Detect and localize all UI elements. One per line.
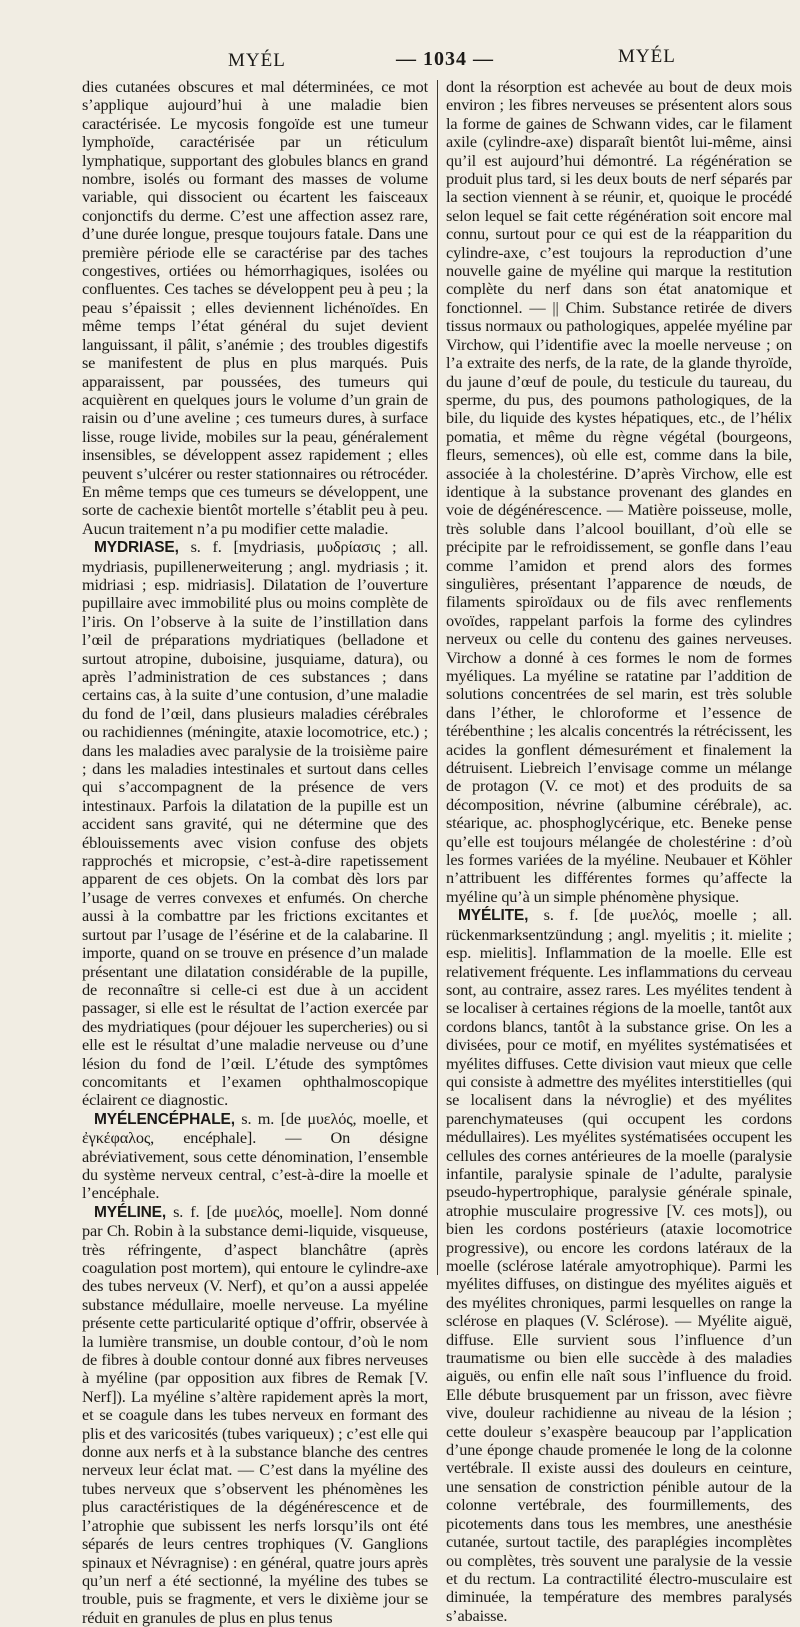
headword-myelencephale: MYÉLENCÉPHALE, <box>94 1110 235 1128</box>
running-head-right: MYÉL <box>618 46 676 67</box>
entry-myelite <box>446 906 792 1625</box>
entry-body: s. f. [mydriasis, μυδρίασις ; all. mydriasis, pupillenerweiterung ; angl. mydriasis ; it. midriasi ; esp. midriasis]. Dilatation de l’ouverture pupillaire avec immobilité plus ou moins complète de l’iris. On l’observe à la suite de l’instillation dans l’œil de préparations mydriatiques (belladone et surtout atropine, duboisine, jusquiame, datura), ou après l’administration de ces substances ; dans certains cas, à la suite d’une contusion, d’une maladie du fond de l’œil, dans plusieurs maladies cérébrales ou rachidiennes (méningite, ataxie locomotrice, etc.) ; dans les maladies avec paralysie de la troisième paire ; dans les maladies intestinales et surtout dans celles qui s’accompagnent de la présence de vers intestinaux. Parfois la dilatation de la pupille est un accident sans gravité, qui ne détermine que des éblouissements avec vision confuse des objets rapprochés et micropsie, c’est-à-dire rapetissement apparent de ces objets. On la combat dès lors par l’usage de verres convexes et enfumés. On cherche aussi à la combattre par les frictions excitantes et surtout par l’usage de l’ésérine et de la calabarine. Il importe, quand on se trouve en présence d’un malade présentant une dilatation considérable de la pupille, de reconnaître si celle-ci est due à un accident passager, si elle est le résultat de l’action exercée par des mydriatiques (pour déjouer les supercheries) ou si elle est le résultat d’une maladie nerveuse ou d’une lésion du fond de l’œil. L’étude des symptômes concomitants et l’examen ophthalmoscopique éclairent ce diagnostic. <box>82 537 428 1110</box>
headword-mydriase: MYDRIASE, <box>94 539 179 557</box>
headword-myelite: MYÉLITE, <box>458 907 529 925</box>
continued-entry-text: dies cutanées obscures et mal déterminées, ce mot s’applique aujourd’hui à une maladie bien caractérisée. Le mycosis fongoïde est une tumeur lymphoïde, caractérisée par un réticulum lymphatique, supportant des globules blancs en grand nombre, isolés ou formant des masses de volume variable, qui dissocient ou écartent les faisceaux conjonctifs du derme. C’est une affection assez rare, d’une durée longue, presque toujours fatale. Dans une première période elle se caractérise par des taches congestives, ortiées ou hémorrhagiques, isolées ou confluentes. Ces taches se développent peu à peu ; la peau s’épaissit ; elles deviennent lichénoïdes. En même temps l’état général du sujet devient languissant, il pâlit, s’anémie ; des troubles digestifs se manifestent de plus en plus marqués. Puis apparaissent, par poussées, des tumeurs qui acquièrent en quelques jours le volume d’un grain de raisin ou d’une aveline ; ces tumeurs dures, à surface lisse, rouge livide, mobiles sur la peau, généralement insensibles, se développent assez rapidement ; elles peuvent s’ulcérer ou rester stationnaires ou rétrocéder. En même temps que ces tumeurs se développent, une sorte de cachexie bientôt mortelle s’établit peu à peu. Aucun traitement n’a pu modifier cette maladie. <box>82 77 428 538</box>
entry-body: s. f. [de μυελός, moelle ; all. rückenmarksentzündung ; angl. myelitis ; it. mielite ; esp. mielitis]. Inflammation de la moelle. Elle est relativement fréquente. Les inflammations du cerveau sont, au contraire, assez rares. Les myélites tendent à se localiser à certaines régions de la moelle, tantôt aux cordons blancs, tantôt à la substance grise. On les a divisées, pour ce motif, en myélites systématisées et myélites diffuses. Cette division vaut mieux que celle qui consiste à admettre des myélites interstitielles (qui se localisent dans la névroglie) et des myélites parenchymateuses (qui occupent les cordons médullaires). Les myélites systématisées occupent les cellules des cornes antérieures de la moelle (paralysie infantile, paralysie spinale de l’adulte, paralysie pseudo-hypertrophique, paralysie générale spinale, atrophie musculaire progressive [V. ces mots]), ou bien les cordons postérieurs (ataxie locomotrice progressive), ou encore les cordons latéraux de la moelle (sclérose latérale amyotrophique). Parmi les myélites diffuses, on distingue des myélites aiguës et des myélites chroniques, parmi lesquelles on range la sclérose en plaques (V. Sclérose). — Myélite aiguë, diffuse. Elle survient sous l’influence d’un traumatisme ou bien elle succède à des maladies aiguës, ou enfin elle naît sous l’influence du froid. Elle débute brusquement par un frisson, avec fièvre vive, douleur rachidienne au niveau de la lésion ; cette douleur s’exaspère beaucoup par l’application d’une éponge chaude promenée le long de la colonne vertébrale. Il existe aussi des douleurs en ceinture, une sensation de constriction pénible autour de la colonne vertébrale, des fourmillements, des picotements dans tous les membres, une anesthésie cutanée, surtout tactile, des paraplégies incomplètes ou complètes, très souvent une paralysie de la vessie et du rectum. La contractilité électro-musculaire est diminuée, la température des membres paralysés s’abaisse. <box>446 905 793 1625</box>
column-divider <box>437 80 438 1275</box>
headword-myeline: MYÉLINE, <box>94 1203 167 1221</box>
continued-entry-text: dont la résorption est achevée au bout de deux mois environ ; les fibres nerveuses se présentent alors sous la forme de gaines de Schwann vides, car le filament axile (cylindre-axe) disparaît bientôt lui-même, ainsi qu’il est aujourd’hui démontré. La régénération se produit plus tard, si les deux bouts de nerf séparés par la section viennent à se réunir, et, quoique le procédé selon lequel se fait cette régénération soit encore mal connu, surtout pour ce qui est de la réapparition du cylindre-axe, c’est toujours la reproduction d’une nouvelle gaine de myéline qui marque la restitution complète du nerf dans son état anatomique et fonctionnel. — || Chim. Substance retirée de divers tissus normaux ou pathologiques, appelée myéline par Virchow, qui l’identifie avec la moelle nerveuse ; on l’a extraite des nerfs, de la rate, de la glande thyroïde, du jaune d’œuf de poule, du testicule du taureau, du sperme, du pus, des poumons pathologiques, de la bile, du liquide des kystes hépatiques, etc., de l’hélix pomatia, et même du règne végétal (bourgeons, fleurs, semences), où elle est, comme dans la bile, associée à la cholestérine. D’après Virchow, elle est identique à la substance provenant des glandes en voie de dégénérescence. — Matière poisseuse, molle, très soluble dans l’alcool bouillant, d’où elle se précipite par le refroidissement, se gonfle dans l’eau comme l’amidon et prend alors des formes singulières, présentant l’apparence de nœuds, de filaments spiroïdaux ou de fils avec renflements ovoïdes, rappelant parfois la forme des cylindres nerveux ou celle du contenu des gaines nerveuses. Virchow a donné à ces formes le nom de formes myéliques. La myéline se ratatine par l’addition de solutions concentrées de sel marin, est très soluble dans l’éther, le chloroforme et l’essence de térébenthine ; les alcalis concentrés la rétrécissent, les acides la gonflent démesurément et finalement la détruisent. Liebreich l’envisage comme un mélange de protagon (V. ce mot) et des produits de sa décomposition, névrine (albumine cérébrale), ac. stéarique, ac. phosphoglycérique, etc. Beneke pense qu’elle est toujours mélangée de cholestérine : d’où les formes variées de la myéline. Neubauer et Köhler n’attribuent les différentes formes qu’affecte la myéline qu’à un simple phénomène physique. <box>446 77 792 906</box>
entry-mydriase <box>82 538 428 1110</box>
right-column <box>446 77 793 1625</box>
page-number: — 1034 — <box>396 48 494 70</box>
left-column <box>82 77 429 1627</box>
entry-body: s. f. [de μυελός, moelle]. Nom donné par Ch. Robin à la substance demi-liquide, visqueuse, très réfringente, d’aspect blanchâtre (après coagulation post mortem), qui entoure le cylindre-axe des tubes nerveux (V. Nerf), et qu’on a aussi appelée substance médullaire, moelle nerveuse. La myéline présente cette particularité optique d’offrir, observée à la lumière transmise, un double contour, d’où le nom de fibres à double contour donné aux fibres nerveuses à myéline (par opposition aux fibres de Remak [V. Nerf]). La myéline s’altère rapidement après la mort, et se coagule dans les tubes nerveux en formant des plis et des varicosités (tubes variqueux) ; c’est elle qui donne aux nerfs et à la substance blanche des centres nerveux leur éclat mat. — C’est dans la myéline des tubes nerveux que s’observent les phénomènes les plus caractéristiques de la dégénérescence et de l’atrophie que subissent les nerfs lorsqu’ils ont été séparés de leurs centres trophiques (V. Ganglions spinaux et Névragnise) : en général, quatre jours après qu’un nerf a été sectionné, la myéline des tubes se trouble, puis se fragmente, et vers le dixième jour se réduit en granules de plus en plus tenus <box>82 1201 429 1627</box>
running-head-left: MYÉL <box>228 50 286 71</box>
running-head <box>0 44 800 74</box>
entry-body: s. m. [de μυελός, moelle, et ἐγκέφαλος, encéphale]. — On désigne abréviativement, sous cette dénomination, l’ensemble du système nerveux central, c’est-à-dire la moelle et l’encéphale. <box>82 1108 429 1203</box>
entry-myelencephale <box>82 1110 428 1203</box>
entry-myeline <box>82 1203 428 1627</box>
